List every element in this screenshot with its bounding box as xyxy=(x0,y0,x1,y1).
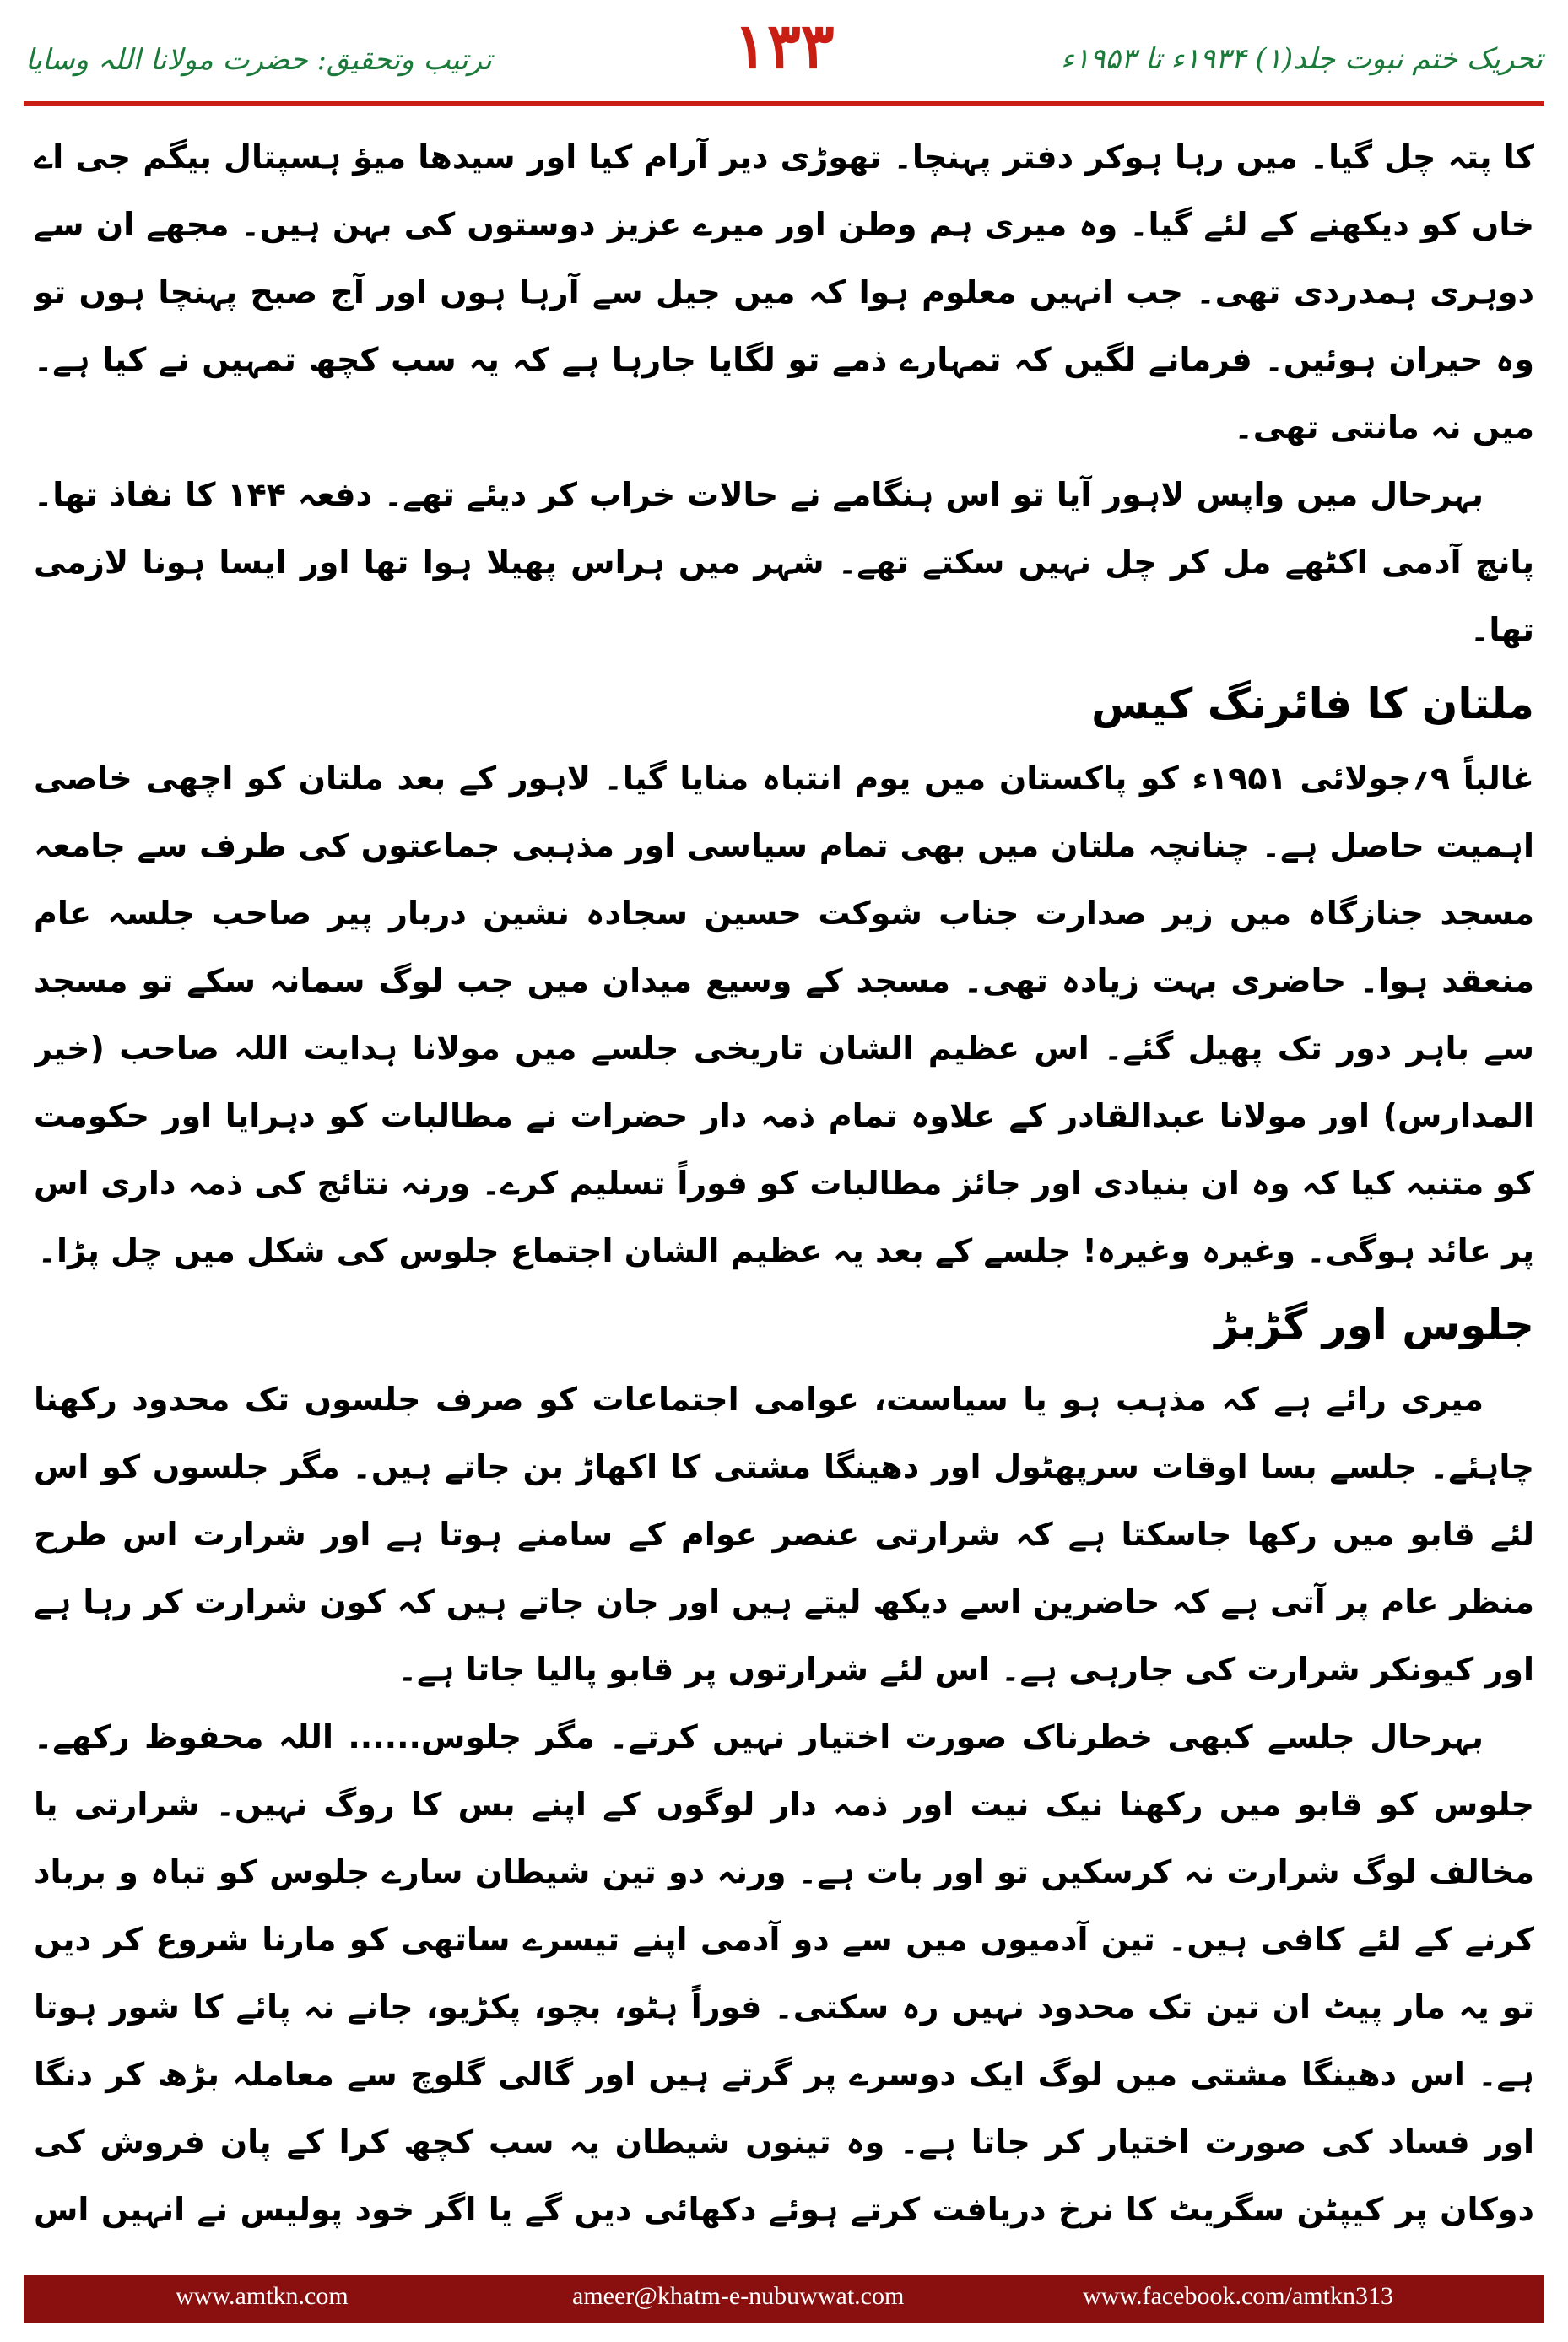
page-header xyxy=(0,0,1568,100)
book-title: تحریک ختم نبوت جلد(۱) ۱۹۳۴ء تا ۱۹۵۳ء xyxy=(1061,42,1543,76)
paragraph-1: کا پتہ چل گیا۔ میں رہا ہوکر دفتر پہنچا۔ تھوڑی دیر آرام کیا اور سیدھا میؤ ہسپتال بیگم جی اے خاں کو دیکھنے کے لئے گیا۔ وہ میری ہم وطن اور میرے عزیز دوستوں کی بہن ہیں۔ مجھے ان سے دوہری ہمدردی تھی۔ جب انہیں معلوم ہوا کہ میں جیل سے آرہا ہوں اور آج صبح پہنچا ہوں تو وہ حیران ہوئیں۔ فرمانے لگیں کہ تمہارے ذمے تو لگایا جارہا ہے کہ یہ سب کچھ تمہیں نے کیا ہے۔ میں نہ مانتی تھی۔ xyxy=(34,138,1534,446)
paragraph-3: غالباً ۹؍جولائی ۱۹۵۱ء کو پاکستان میں یوم انتباہ منایا گیا۔ لاہور کے بعد ملتان کو اچھی خاصی اہمیت حاصل ہے۔ چنانچہ ملتان میں بھی تمام سیاسی اور مذہبی جماعتوں کی طرف سے جامعہ مسجد جنازگاہ میں زیر صدارت جناب شوکت حسین سجادہ نشین دربار پیر صاحب جلسہ عام منعقد ہوا۔ حاضری بہت زیادہ تھی۔ مسجد کے وسیع میدان میں جب لوگ سمانہ سکے تو مسجد سے باہر دور تک پھیل گئے۔ اس عظیم الشان تاریخی جلسے میں مولانا ہدایت اللہ صاحب (خیر المدارس) اور مولانا عبدالقادر کے علاوہ تمام ذمہ دار حضرات نے مطالبات کو دہرایا اور حکومت کو متنبہ کیا کہ وہ ان بنیادی اور جائز مطالبات کو فوراً تسلیم کرے۔ ورنہ نتائج کی ذمہ داری اس پر عائد ہوگی۔ وغیرہ وغیرہ! جلسے کے بعد یہ عظیم الشان اجتماع جلوس کی شکل میں چل پڑا۔ xyxy=(34,760,1534,1269)
paragraph-2: بہرحال میں واپس لاہور آیا تو اس ہنگامے نے حالات خراب کر دیئے تھے۔ دفعہ ۱۴۴ کا نفاذ تھا۔ پانچ آدمی اکٹھے مل کر چل نہیں سکتے تھے۔ شہر میں ہراس پھیلا ہوا تھا اور ایسا ہونا لازمی تھا۔ xyxy=(34,476,1534,648)
paragraph-4: میری رائے ہے کہ مذہب ہو یا سیاست، عوامی اجتماعات کو صرف جلسوں تک محدود رکھنا چاہئے۔ جلسے بسا اوقات سرپھٹول اور دھینگا مشتی کا اکھاڑ بن جاتے ہیں۔ مگر جلسوں کو اس لئے قابو میں رکھا جاسکتا ہے کہ شرارتی عنصر عوام کے سامنے ہوتا ہے اور شرارت اس طرح منظر عام پر آتی ہے کہ حاضرین اسے دیکھ لیتے ہیں اور جان جاتے ہیں کہ کون شرارت کر رہا ہے اور کیونکر شرارت کی جارہی ہے۔ اس لئے شرارتوں پر قابو پالیا جاتا ہے۔ xyxy=(34,1381,1534,1688)
page-number: ۱۳۳ xyxy=(733,10,835,83)
facebook-link[interactable]: www.facebook.com/amtkn313 xyxy=(1083,2282,1393,2310)
section-heading-procession: جلوس اور گڑبڑ xyxy=(1214,1301,1534,1349)
paragraph-5: بہرحال جلسے کبھی خطرناک صورت اختیار نہیں کرتے۔ مگر جلوس...... اللہ محفوظ رکھے۔ جلوس کو قابو میں رکھنا نیک نیت اور ذمہ دار لوگوں کے اپنے بس کا روگ نہیں۔ شرارتی یا مخالف لوگ شرارت نہ کرسکیں تو اور بات ہے۔ ورنہ دو تین شیطان سارے جلوس کو تباہ و برباد کرنے کے لئے کافی ہیں۔ تین آدمیوں میں سے دو آدمی اپنے تیسرے ساتھی کو مارنا شروع کر دیں تو یہ مار پیٹ ان تین تک محدود نہیں رہ سکتی۔ فوراً ہٹو، بچو، پکڑیو، جانے نہ پائے کا شور ہوتا ہے۔ اس دھینگا مشتی میں لوگ ایک دوسرے پر گرتے ہیں اور گالی گلوچ سے معاملہ بڑھ کر دنگا اور فساد کی صورت اختیار کر جاتا ہے۔ وہ تینوں شیطان یہ سب کچھ کرا کے پان فروش کی دوکان پر کیپٹن سگریٹ کا نرخ دریافت کرتے ہوئے دکھائی دیں گے یا اگر خود پولیس نے انہیں اس xyxy=(34,1718,1534,2228)
header-divider xyxy=(24,101,1544,106)
section-heading-multan-firing: ملتان کا فائرنگ کیس xyxy=(1091,679,1534,728)
compiler-credit: ترتیب وتحقیق: حضرت مولانا اللہ وسایا xyxy=(25,43,492,77)
page-body xyxy=(34,123,1534,2258)
email-link[interactable]: ameer@khatm-e-nubuwwat.com xyxy=(572,2282,905,2310)
website-link[interactable]: www.amtkn.com xyxy=(176,2282,349,2310)
page-footer xyxy=(24,2275,1544,2323)
